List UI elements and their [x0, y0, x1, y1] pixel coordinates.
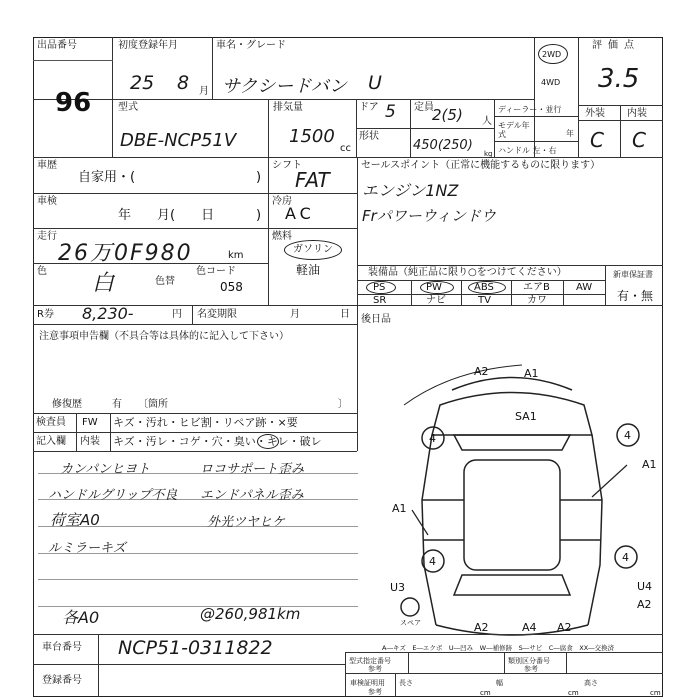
- inspector-label: 検査員: [36, 417, 66, 428]
- inspection-close: ): [256, 208, 262, 223]
- diagram-label-a2-top: A2: [474, 365, 489, 378]
- mileage-value: 26万0F980: [58, 241, 193, 266]
- sales-point-2: Frパワーウィンドウ: [362, 207, 496, 225]
- kg-unit: kg: [484, 150, 493, 158]
- ac-label: 冷房: [272, 196, 292, 207]
- handle-label: ハンドル 左・右: [498, 146, 557, 155]
- person-unit: 人: [482, 116, 492, 127]
- reg-day-unit: 日: [340, 309, 350, 320]
- entry-value: 内装: [80, 436, 100, 447]
- month-unit: 月: [199, 86, 209, 97]
- diagram-legend: A―キズ E―エクボ U―凹み W―補修跡 S―サビ C―腐食 XX―交換済: [382, 644, 615, 652]
- plate-label: 登録番号: [42, 675, 82, 686]
- diagram-label-a2-bottom-right: A2: [557, 621, 572, 634]
- diagram-tire-mark-rr: 4: [622, 551, 629, 564]
- drive-4wd: 4WD: [541, 78, 561, 87]
- sales-point-1: エンジン1NZ: [362, 181, 459, 200]
- ac-value: AC: [285, 204, 315, 223]
- equipment-item-leather: カワ: [527, 295, 547, 306]
- name-label: 車名・グレード: [216, 40, 286, 51]
- fuel-diesel: 軽油: [296, 263, 321, 277]
- repair-value: 有: [112, 399, 122, 410]
- diagram-tire-mark-fr: 4: [624, 429, 631, 442]
- capacity-label: 定員: [414, 102, 434, 113]
- diagram-label-a1-top: A1: [524, 367, 539, 380]
- equipment-item-abs: ABS: [474, 282, 494, 293]
- comment-3: ハンドルグリップ不良: [48, 488, 178, 503]
- diagram-rear-window: [454, 575, 570, 595]
- diagram-label-a1-right: A1: [642, 458, 657, 471]
- bottom-right-note: @260,981km: [200, 605, 301, 623]
- score-value: 3.5: [598, 64, 640, 94]
- lot-number: 96: [55, 88, 92, 118]
- color-change-label: 色替: [155, 276, 175, 287]
- km-unit: km: [228, 250, 244, 261]
- check-row-2: キズ・汚レ・コゲ・穴・臭い・キレ・破レ: [113, 435, 322, 448]
- doors-label: ドア: [359, 102, 379, 113]
- color-code-label: 色コード: [196, 266, 236, 277]
- dealer-label: ディーラー・並行: [498, 105, 562, 114]
- warranty-value: 有・無: [617, 289, 654, 303]
- history-label: 車歴: [37, 160, 57, 171]
- class-label: 類別区分番号: [508, 657, 550, 665]
- first-reg-month: 8: [177, 72, 190, 94]
- displacement-value: 1500: [289, 126, 335, 147]
- diagram-label-a2-bottom: A2: [474, 621, 489, 634]
- history-value: 自家用・(: [78, 170, 136, 185]
- load-value: 450(250): [413, 138, 473, 153]
- shift-label: シフト: [272, 160, 302, 171]
- inspection-value: 年 月( 日: [118, 208, 215, 223]
- diagram-roof: [464, 460, 560, 570]
- diagram-label-u4: U4: [637, 580, 653, 593]
- model-value: DBE-NCP51V: [120, 130, 237, 151]
- seal-label: 後日品: [361, 314, 391, 325]
- inspector-value: FW: [82, 417, 98, 428]
- score-label: 評価点: [592, 40, 640, 51]
- diagram-hood: [432, 393, 592, 436]
- equipment-label: 装備品（純正品に限り○をつけてください）: [368, 267, 567, 278]
- color-value: 白: [92, 271, 115, 296]
- length-unit: cm: [480, 689, 491, 697]
- cert-sub: 参考: [368, 688, 382, 696]
- diagram-front-bumper: [452, 378, 572, 391]
- diagram-tire-mark-rl: 4: [429, 555, 436, 568]
- grade-value: U: [368, 72, 382, 94]
- damage-diagram: [362, 325, 662, 655]
- fuel-label: 燃料: [272, 231, 292, 242]
- color-code-value: 058: [220, 280, 243, 294]
- diagram-spare-label: スペア: [400, 619, 421, 627]
- warranty-label: 新車保証書: [613, 270, 653, 279]
- diagram-label-u3: U3: [390, 581, 406, 594]
- inspection-label: 車検: [37, 196, 57, 207]
- chassis-label: 車台番号: [42, 642, 82, 653]
- cc-unit: cc: [340, 143, 351, 154]
- diagram-windshield: [454, 435, 570, 450]
- diagram-tire-mark-fl: 4: [429, 432, 436, 445]
- entry-label: 記入欄: [36, 436, 66, 447]
- interior-value: C: [632, 128, 646, 152]
- recycle-value: 8,230-: [82, 304, 134, 323]
- equipment-item-pw: PW: [426, 282, 442, 293]
- equipment-item-sr: SR: [373, 295, 387, 306]
- exterior-value: C: [590, 128, 604, 152]
- equipment-item-tv: TV: [478, 295, 491, 306]
- height-label: 高さ: [584, 679, 598, 687]
- comment-1: カンパンヒヨト: [60, 462, 151, 477]
- repair-close: 〕: [338, 399, 348, 410]
- comment-5: 荷室A0: [50, 511, 100, 529]
- comment-4: エンドパネル歪み: [200, 488, 304, 503]
- model-year-label: モデル年式: [498, 121, 530, 139]
- equipment-item-aw: AW: [576, 282, 593, 293]
- sales-points-label: セールスポイント（正常に機能するものに限ります）: [361, 160, 601, 171]
- reg-month-unit: 月: [290, 309, 300, 320]
- odor-circle: [257, 434, 279, 449]
- repair-place: 〔箇所: [138, 399, 168, 410]
- diagram-label-a1-left: A1: [392, 502, 407, 515]
- equipment-item-airbag: エアB: [523, 282, 550, 293]
- first-reg-label: 初度登録年月: [118, 40, 178, 51]
- fuel-gasoline: ガソリン: [293, 244, 333, 255]
- width-label: 幅: [496, 679, 503, 687]
- diagram-label-sa1: SA1: [515, 410, 537, 423]
- displacement-label: 排気量: [273, 102, 303, 113]
- height-unit: cm: [650, 689, 661, 697]
- shift-value: FAT: [295, 168, 330, 192]
- equipment-item-navi: ナビ: [426, 295, 446, 306]
- recycle-label: R券: [37, 309, 54, 320]
- mileage-label: 走行: [37, 231, 57, 242]
- class-sub: 参考: [524, 665, 538, 673]
- lot-label: 出品番号: [37, 40, 77, 51]
- diagram-label-a2-right: A2: [637, 598, 652, 611]
- capacity-value: 2(5): [432, 106, 463, 124]
- comment-2: ロコサポート歪み: [200, 462, 305, 477]
- caution-label: 注意事項申告欄（不具合等は具体的に記入して下さい）: [39, 331, 289, 342]
- drive-2wd: 2WD: [542, 50, 562, 59]
- chassis-value: NCP51-0311822: [118, 637, 273, 659]
- diagram-right-body: [588, 435, 602, 625]
- registration-label: 名変期限: [197, 309, 237, 320]
- yen-unit: 円: [172, 309, 182, 320]
- first-reg-year: 25: [130, 72, 155, 94]
- color-label: 色: [37, 266, 47, 277]
- comment-6: 外光ツヤヒケ: [207, 515, 286, 530]
- diagram-spare: [401, 598, 419, 616]
- diagram-label-a4-bottom: A4: [522, 621, 537, 634]
- model-label: 型式: [118, 102, 138, 113]
- length-label: 長さ: [399, 679, 413, 687]
- type-cert-label: 型式指定番号: [349, 657, 391, 665]
- shape-label: 形状: [359, 131, 379, 142]
- check-row-1: キズ・汚れ・ヒビ割・リペア跡・×要: [113, 416, 298, 429]
- cert-label: 車検証明用: [350, 679, 385, 687]
- exterior-label: 外装: [585, 108, 605, 119]
- name-value: サクシードバン: [222, 76, 347, 97]
- repair-label: 修復歴: [52, 399, 82, 410]
- year-unit: 年: [566, 129, 574, 138]
- type-cert-sub: 参考: [368, 665, 382, 673]
- doors-value: 5: [385, 102, 396, 122]
- interior-label: 内装: [627, 108, 647, 119]
- bottom-left-note: 各A0: [62, 608, 100, 627]
- comment-7: ルミラーキズ: [48, 541, 126, 556]
- width-unit: cm: [568, 689, 579, 697]
- equipment-item-ps: PS: [373, 282, 386, 293]
- history-close: ): [256, 170, 262, 185]
